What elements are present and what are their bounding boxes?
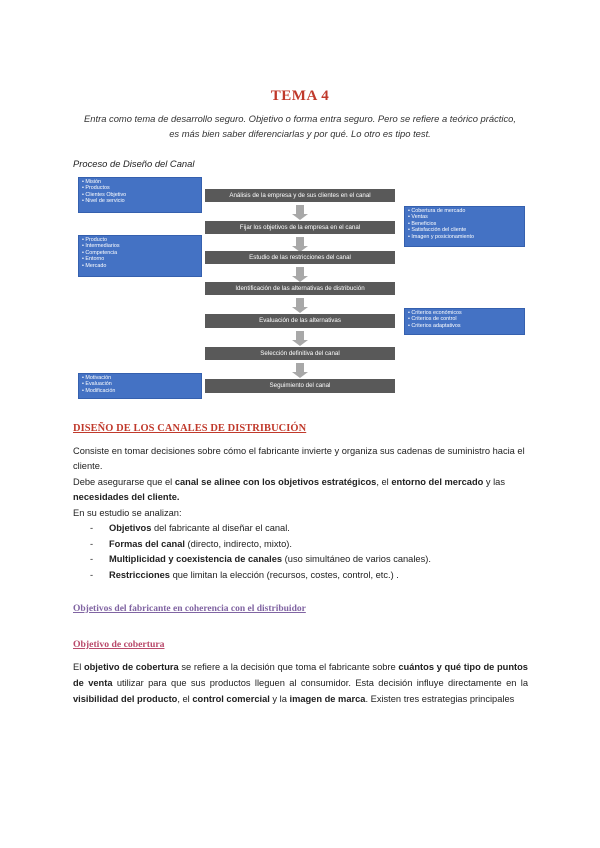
text-bold: objetivo de cobertura [83, 662, 179, 672]
left-box-1-item: • Misión [82, 179, 198, 185]
process-step: Seguimiento del canal [205, 379, 395, 393]
process-step: Evaluación de las alternativas [205, 314, 395, 328]
left-box-2-item: • Competencia [82, 250, 198, 256]
analysis-list [73, 521, 528, 583]
right-box-1-item: • Ventas [408, 214, 521, 220]
section-heading: DISEÑO DE LOS CANALES DE DISTRIBUCIÓN [73, 423, 307, 434]
text-run: y las [483, 477, 505, 487]
right-box-2-item: • Criterios de control [408, 316, 521, 322]
right-box-2 [404, 308, 525, 335]
left-box-2-item: • Producto [82, 237, 198, 243]
left-box-2-item: • Entorno [82, 256, 198, 262]
left-box-1 [78, 177, 202, 213]
paragraph [73, 475, 528, 506]
text-run: (uso simultáneo de varios canales). [282, 554, 431, 565]
list-item [73, 552, 528, 568]
text-run: . Existen tres estrategias principales [365, 694, 515, 705]
left-box-2-item: • Mercado [82, 263, 198, 269]
left-box-2-item: • Intermediarios [82, 243, 198, 249]
paragraph: Consiste en tomar decisiones sobre cómo el fabricante invierte y organiza sus cadenas de suministro hacia el cliente. [73, 446, 525, 472]
subheading-coverage: Objetivo de cobertura [73, 639, 165, 650]
process-step: Identificación de las alternativas de distribución [205, 282, 395, 295]
intro-note: Entra como tema de desarrollo seguro. Objetivo o forma entra seguro. Pero se refiere a teórico práctico, es más bien saber diferenciarlas y por qué. Lo otro es tipo test. [84, 113, 516, 139]
down-arrow-icon [296, 205, 304, 214]
text-bold: imagen de marca [289, 694, 366, 705]
right-box-2-item: • Criterios económicos [408, 310, 521, 316]
text-run: que limitan la elección (recursos, costes, control, etc.) . [169, 569, 399, 580]
text-run: (directo, indirecto, mixto). [184, 538, 292, 549]
down-arrow-icon [296, 331, 304, 340]
left-box-3-item: • Motivación [82, 375, 198, 381]
left-box-2 [78, 235, 202, 277]
text-run: utilizar para que sus productos lleguen al consumidor. Esta decisión influye directamente en la [112, 678, 528, 689]
text-run: , el [177, 694, 193, 705]
right-box-1-item: • Cobertura de mercado [408, 208, 521, 214]
process-step: Fijar los objetivos de la empresa en el canal [205, 221, 395, 234]
down-arrow-icon [296, 363, 304, 372]
left-box-3-item: • Modificación [82, 388, 198, 394]
process-step: Estudio de las restricciones del canal [205, 251, 395, 264]
down-arrow-icon [296, 267, 304, 276]
text-run: se refiere a la decisión que toma el fabricante sobre [178, 662, 399, 672]
down-arrow-icon [296, 298, 304, 307]
left-box-3 [78, 373, 202, 399]
right-box-1-item: • Imagen y posicionamiento [408, 234, 521, 240]
down-arrow-icon [296, 237, 304, 246]
process-step: Análisis de la empresa y de sus clientes en el canal [205, 189, 395, 202]
list-item [73, 521, 528, 537]
right-box-1 [404, 206, 525, 247]
text-bold: Restricciones [109, 569, 170, 580]
text-bold: visibilidad del producto [73, 694, 178, 705]
left-box-1-item: • Productos [82, 185, 198, 191]
text-bold: Objetivos [109, 523, 152, 533]
text-bold: control comercial [192, 694, 270, 705]
subheading-objectives: Objetivos del fabricante en coherencia con el distribuidor [73, 604, 306, 614]
list-item [73, 537, 528, 553]
right-box-2-item: • Criterios adaptativos [408, 323, 521, 329]
text-bold: Formas del canal [109, 538, 185, 549]
text-run: del fabricante al diseñar el canal. [151, 523, 290, 533]
paragraph: En su estudio se analizan: [73, 508, 182, 518]
text-run: Debe asegurarse que el [73, 477, 175, 487]
text-bold: necesidades del cliente. [73, 492, 180, 503]
left-box-1-item: • Nivel de servicio [82, 198, 198, 204]
process-step: Selección definitiva del canal [205, 347, 395, 360]
text-run: y la [269, 694, 290, 705]
page-title: TEMA 4 [270, 88, 330, 104]
diagram-title: Proceso de Diseño del Canal [73, 158, 195, 169]
list-item [73, 568, 528, 584]
text-bold: canal se alinee con los objetivos estratégicos [174, 477, 377, 487]
left-box-3-item: • Evaluación [82, 381, 198, 387]
text-run: , el [376, 477, 392, 487]
text-bold: cuántos y qué tipo de puntos de venta [73, 662, 528, 689]
text-bold: entorno del mercado [391, 477, 484, 487]
right-box-1-item: • Satisfacción del cliente [408, 227, 521, 233]
text-run: El [73, 662, 84, 672]
left-box-1-item: • Clientes Objetivo [82, 192, 198, 198]
right-box-1-item: • Beneficios [408, 221, 521, 227]
paragraph [73, 659, 528, 707]
text-bold: Multiplicidad y coexistencia de canales [109, 554, 283, 565]
